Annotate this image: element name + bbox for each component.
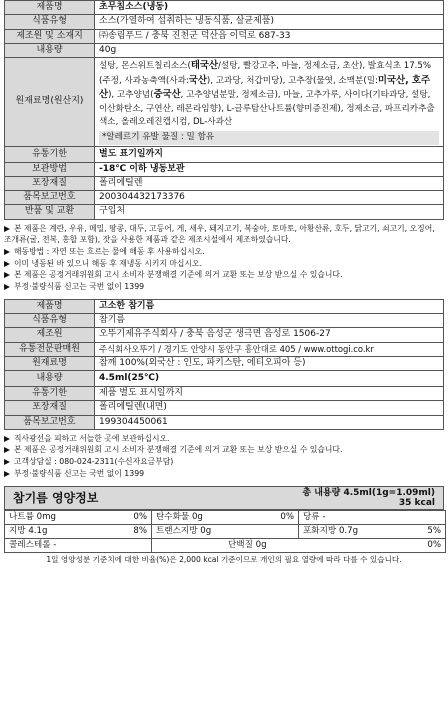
- product1-value: 구입처: [95, 205, 444, 219]
- note-text: 해동방법 : 자연 또는 흐르는 물에 해동 후 사용하십시오.: [14, 247, 205, 257]
- note-item: [4, 456, 444, 468]
- note-item: [4, 258, 444, 270]
- product1-row-volume: [5, 43, 444, 57]
- origin-highlight: 미국산, 호주산: [99, 74, 431, 101]
- product1-value: 폴리에틸렌: [95, 176, 444, 190]
- note-item: [4, 468, 444, 480]
- ingredient-part: ), 고추양념(: [108, 90, 154, 101]
- nutrient-name: 단백질 0g: [228, 539, 267, 550]
- nutrient-cell: [299, 524, 446, 538]
- triangle-bullet-icon: ▶: [4, 258, 10, 268]
- ingredients-label: 원재료명(원산지): [5, 58, 95, 147]
- product2-label: 제조원: [5, 328, 95, 342]
- nutrient-cell: [5, 524, 152, 538]
- note-item: [4, 223, 444, 246]
- ingredients-text: [95, 58, 444, 147]
- product2-value: 참기름: [95, 314, 444, 328]
- note-text: 이미 냉동된 바 있으니 해동 후 재냉동 시키지 마십시오.: [14, 258, 203, 268]
- note-item: [4, 444, 444, 456]
- nutrient-name: 포화지방 0.7g: [303, 525, 359, 536]
- product2-value: 폴리에틸렌(내면): [95, 401, 444, 415]
- product2-row-volume: [5, 371, 444, 387]
- nutrient-cell: [152, 524, 299, 538]
- ingredient-part: ), 고과당, 처갑미당), 고추장(물엿, 소맥분(밀:: [206, 75, 378, 86]
- product2-row-expiry: [5, 387, 444, 401]
- product2-label: 제품명: [5, 299, 95, 313]
- nutrient-percent: 0%: [133, 511, 147, 522]
- product1-row-storage: [5, 162, 444, 176]
- product1-value: 소스(가열하여 섭취하는 냉동식품, 살균제품): [95, 15, 444, 29]
- nutrition-footnote: 1일 영양성분 기준치에 대한 비율(%)은 2,000 kcal 기준이므로 개인의 필요 열량에 따라 다를 수 있습니다.: [46, 554, 402, 564]
- ingredient-part: /설탕, 빨강고추, 마늘, 정제소금, 초산), 발효식초 17.5%(주정, 사과농축액(사과:: [99, 61, 432, 86]
- product1-row-report-number: [5, 191, 444, 205]
- product1-notes: [4, 223, 444, 293]
- product2-notes: [4, 433, 444, 480]
- product1-value: ㈜송림푸드 / 충북 진천군 덕산읍 이덕로 687-33: [95, 29, 444, 43]
- triangle-bullet-icon: ▶: [4, 282, 10, 292]
- product1-value: 200304432173376: [95, 191, 444, 205]
- product1-label: 품목보고번호: [5, 191, 95, 205]
- nutrient-percent: 5%: [427, 525, 441, 536]
- nutrient-cell: [152, 510, 299, 524]
- note-text: 부정·불량식품 신고는 국번 없이 1399: [14, 282, 145, 292]
- product1-row-type: [5, 15, 444, 29]
- product1-row-expiry: [5, 146, 444, 162]
- triangle-bullet-icon: ▶: [4, 468, 10, 478]
- nutrition-header: [4, 486, 444, 510]
- note-text: 본 제품은 공정거래위원회 고시 소비자 분쟁해결 기준에 의거 교환 또는 보상 받으실 수 있습니다.: [14, 445, 343, 455]
- product1-info-table: [4, 0, 444, 220]
- product1-value: 별도 표기일까지: [95, 146, 444, 162]
- product2-value: 오뚜기제유주식회사 / 충북 음성군 생극면 음성로 1506-27: [95, 328, 444, 342]
- product1-row-ingredients: [5, 58, 444, 147]
- triangle-bullet-icon: ▶: [4, 270, 10, 280]
- nutrient-percent: 0%: [280, 511, 294, 522]
- nutrient-name: 지방 4.1g: [9, 525, 48, 536]
- product2-value: 4.5ml(25℃): [95, 371, 444, 387]
- nutrient-name: 트랜스지방 0g: [156, 525, 212, 536]
- product2-info-table: [4, 299, 444, 430]
- product1-row-packaging: [5, 176, 444, 190]
- note-text: 본 제품은 공정거래위원회 고시 소비자 분쟁해결 기준에 의거 교환 또는 보상 받으실 수 있습니다.: [14, 270, 343, 280]
- note-text: 고객상담실 : 080-024-2311(수신자요금부담): [14, 457, 174, 467]
- product2-label: 유통전문판매원: [5, 342, 95, 356]
- nutrient-name: 당류 -: [303, 511, 326, 522]
- product2-label: 포장재질: [5, 401, 95, 415]
- nutrient-name: 콜레스테롤 -: [9, 539, 57, 550]
- origin-highlight: 국산: [188, 74, 207, 86]
- product2-label: 식품유형: [5, 314, 95, 328]
- product1-label: 반품 및 교환: [5, 205, 95, 219]
- product1-row-name: [5, 1, 444, 15]
- nutrient-cell: [152, 538, 446, 552]
- note-text: 본 제품은 계란, 우유, 메밀, 땅콩, 대두, 고등어, 게, 새우, 돼지고기, 복숭아, 토마토, 아황산류, 호두, 닭고기, 쇠고기, 오징어, 조개류(굴, 전복, 홍합 포함), 잣을 사용한 제품과 같은 제조시설에서 제조하였습니다.: [4, 223, 435, 245]
- nutrient-name: 나트륨 0mg: [9, 511, 56, 522]
- triangle-bullet-icon: ▶: [4, 223, 10, 233]
- product1-label: 제품명: [5, 1, 95, 15]
- product2-value: 고소한 참기름: [95, 299, 444, 313]
- triangle-bullet-icon: ▶: [4, 247, 10, 257]
- nutrient-cell: [299, 510, 446, 524]
- nutrient-cell: [5, 538, 152, 552]
- ingredient-part: 설탕, 몬스위트칠리소스(: [99, 61, 191, 71]
- product2-row-name: [5, 299, 444, 313]
- product1-label: 유통기한: [5, 146, 95, 162]
- nutrition-title: 참기름 영양정보: [13, 490, 99, 505]
- product1-value: 40g: [95, 43, 444, 57]
- product2-row-distributor: [5, 342, 444, 356]
- product2-label: 내용량: [5, 371, 95, 387]
- product1-row-return: [5, 205, 444, 219]
- product1-row-maker: [5, 29, 444, 43]
- note-item: [4, 269, 444, 281]
- product2-value: 199304450061: [95, 415, 444, 429]
- nutrient-cell: [5, 510, 152, 524]
- nutrition-total-volume: 총 내용량 4.5ml(1g=1.09ml): [302, 487, 435, 498]
- ingredient-part: , 고추양념분말, 정제소금), 마늘, 고추가루, 사이다(기타과당, 설탕, 이산화탄소, 구연산, 레몬라임향), L-글루탐산나트륨(향미증진제), 정제소금, 파프리카추출색소, 올레오레진캡시컴, DL-사과산: [99, 90, 435, 128]
- nutrition-total-kcal: 35 kcal: [398, 497, 435, 508]
- product2-label: 품목보고번호: [5, 415, 95, 429]
- product2-value: 주식회사오뚜기 / 경기도 안양시 동안구 흥안대로 405 / www.ottogi.co.kr: [95, 342, 444, 356]
- product1-label: 내용량: [5, 43, 95, 57]
- product1-value: 초무침소스(냉동): [95, 1, 444, 15]
- product2-value: 참깨 100%(외국산 : 인도, 파키스탄, 에티오피아 등): [95, 356, 444, 370]
- triangle-bullet-icon: ▶: [4, 433, 10, 443]
- origin-highlight: 태국산: [190, 60, 219, 71]
- product1-label: 식품유형: [5, 15, 95, 29]
- product2-row-ingredients: [5, 356, 444, 370]
- product1-label: 포장재질: [5, 176, 95, 190]
- note-item: [4, 433, 444, 445]
- allergy-notice: *알레르기 유발 물질 : 밀 함유: [99, 131, 439, 144]
- product2-row-maker: [5, 328, 444, 342]
- note-text: 부정·불량식품 신고는 국번 없이 1399: [14, 468, 145, 478]
- origin-highlight: 중국산: [153, 89, 181, 101]
- product2-row-type: [5, 314, 444, 328]
- nutrition-table: [4, 510, 446, 553]
- nutrient-percent: 8%: [133, 525, 147, 536]
- note-item: [4, 281, 444, 293]
- triangle-bullet-icon: ▶: [4, 457, 10, 467]
- product2-label: 원재료명: [5, 356, 95, 370]
- product2-value: 제품 별도 표시일까지: [95, 387, 444, 401]
- product2-row-packaging: [5, 401, 444, 415]
- note-text: 직사광선을 피하고 서늘한 곳에 보관하십시오.: [14, 433, 170, 443]
- product2-label: 유통기한: [5, 387, 95, 401]
- product1-label: 보관방법: [5, 162, 95, 176]
- nutrition-row: [5, 510, 446, 524]
- nutrition-row: [5, 538, 446, 552]
- product1-label: 제조원 및 소재지: [5, 29, 95, 43]
- note-item: [4, 246, 444, 258]
- nutrition-total: [302, 488, 435, 509]
- triangle-bullet-icon: ▶: [4, 445, 10, 455]
- product1-value: -18℃ 이하 냉동보관: [95, 162, 444, 176]
- nutrient-percent: 0%: [427, 539, 441, 550]
- product2-row-report-number: [5, 415, 444, 429]
- nutrient-name: 탄수화물 0g: [156, 511, 203, 522]
- nutrition-row: [5, 524, 446, 538]
